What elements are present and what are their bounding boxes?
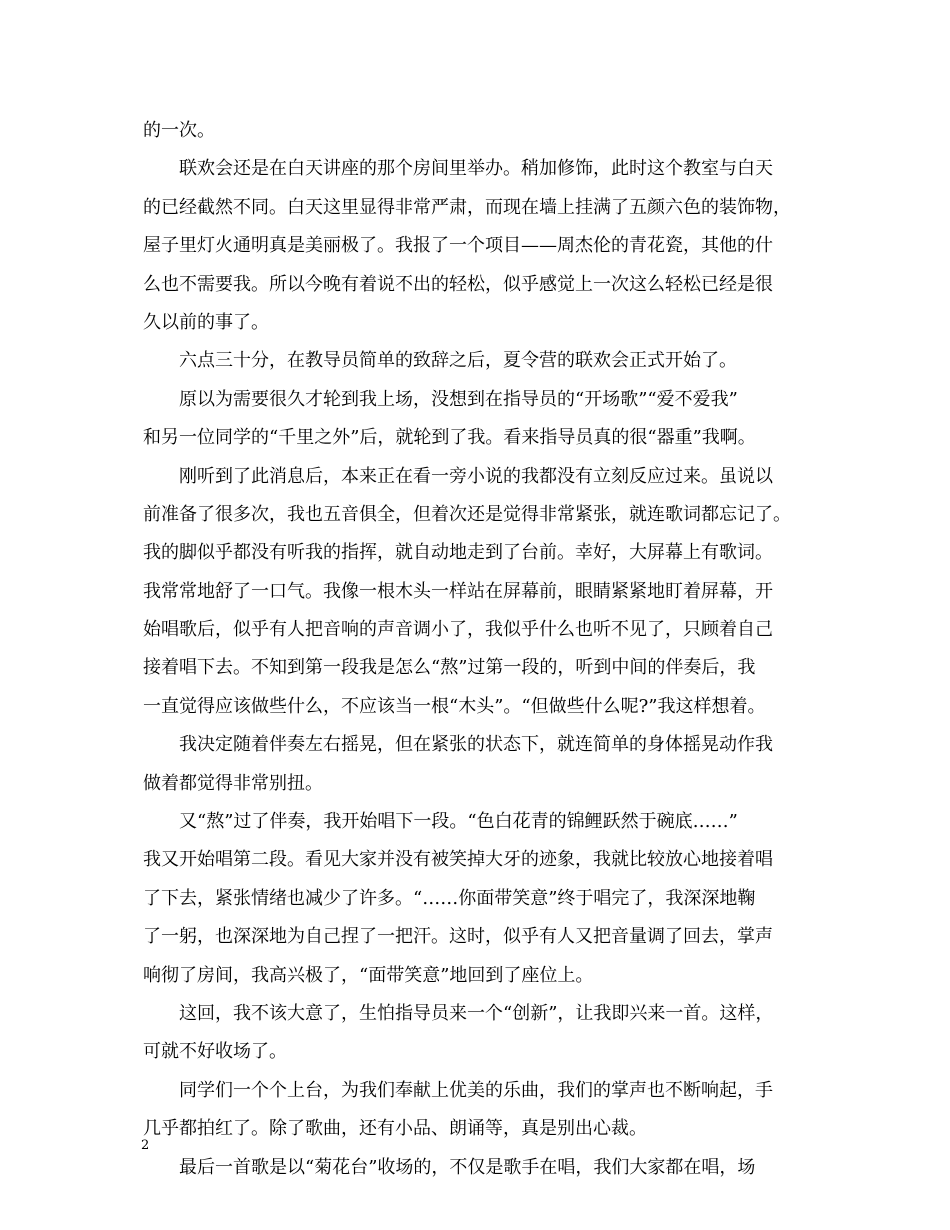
- text-line: 么也不需要我。所以今晚有着说不出的轻松，似乎感觉上一次这么轻松已经是很: [143, 273, 773, 295]
- text-line: 我又开始唱第二段。看见大家并没有被笑掉大牙的迹象，我就比较放心地接着唱: [143, 849, 773, 871]
- text-line: 联欢会还是在白天讲座的那个房间里举办。稍加修饰，此时这个教室与白天: [179, 158, 773, 180]
- body-text: [143, 112, 823, 1187]
- text-line: 了下去，紧张情绪也减少了许多。“……你面带笑意”终于唱完了，我深深地鞠: [143, 887, 756, 909]
- text-line: 接着唱下去。不知到第一段我是怎么“熬”过第一段的，听到中间的伴奏后，我: [143, 657, 756, 679]
- text-line: 可就不好收场了。: [143, 1041, 287, 1063]
- text-line: 和另一位同学的“千里之外”后，就轮到了我。看来指导员真的很“器重”我啊。: [143, 427, 756, 449]
- text-line: 做着都觉得非常别扭。: [143, 772, 323, 794]
- text-line: 我常常地舒了一口气。我像一根木头一样站在屏幕前，眼睛紧紧地盯着屏幕，开: [143, 580, 773, 602]
- text-line: 一直觉得应该做些什么，不应该当一根“木头”。“但做些什么呢?”我这样想着。: [143, 695, 766, 717]
- text-line: 刚听到了此消息后，本来正在看一旁小说的我都没有立刻反应过来。虽说以: [179, 465, 773, 487]
- text-line: 了一躬，也深深地为自己捏了一把汗。这时，似乎有人又把音量调了回去，掌声: [143, 926, 773, 948]
- text-line: 始唱歌后，似乎有人把音响的声音调小了，我似乎什么也听不见了，只顾着自己: [143, 619, 773, 641]
- text-line: 前准备了很多次，我也五音俱全，但着次还是觉得非常紧张，就连歌词都忘记了。: [143, 503, 791, 525]
- text-line: 原以为需要很久才轮到我上场，没想到在指导员的“开场歌”“爱不爱我”: [179, 388, 738, 410]
- text-line: 久以前的事了。: [143, 311, 269, 333]
- text-line: 的已经截然不同。白天这里显得非常严肃，而现在墙上挂满了五颜六色的装饰物，: [143, 196, 791, 218]
- text-line: 屋子里灯火通明真是美丽极了。我报了一个项目——周杰伦的青花瓷，其他的什: [143, 235, 773, 257]
- text-line: 的一次。: [143, 120, 215, 141]
- text-line: 我的脚似乎都没有听我的指挥，就自动地走到了台前。幸好，大屏幕上有歌词。: [143, 542, 773, 564]
- text-line: 响彻了房间，我高兴极了，“面带笑意”地回到了座位上。: [143, 964, 594, 986]
- text-line: 这回，我不该大意了，生怕指导员来一个“创新”，让我即兴来一首。这样，: [179, 1002, 774, 1024]
- text-line: 同学们一个个上台，为我们奉献上优美的乐曲，我们的掌声也不断响起，手: [179, 1079, 773, 1101]
- text-line: 我决定随着伴奏左右摇晃，但在紧张的状态下，就连简单的身体摇晃动作我: [179, 734, 773, 756]
- text-line: 六点三十分，在教导员简单的致辞之后，夏令营的联欢会正式开始了。: [179, 350, 737, 372]
- text-line: 几乎都拍红了。除了歌曲，还有小品、朗诵等，真是别出心裁。: [143, 1118, 647, 1140]
- text-line: 最后一首歌是以“菊花台”收场的，不仅是歌手在唱，我们大家都在唱，场: [179, 1156, 756, 1178]
- page-number: 2: [141, 1138, 150, 1153]
- text-line: 又“熬”过了伴奏，我开始唱下一段。“色白花青的锦鲤跃然于碗底……”: [179, 811, 738, 833]
